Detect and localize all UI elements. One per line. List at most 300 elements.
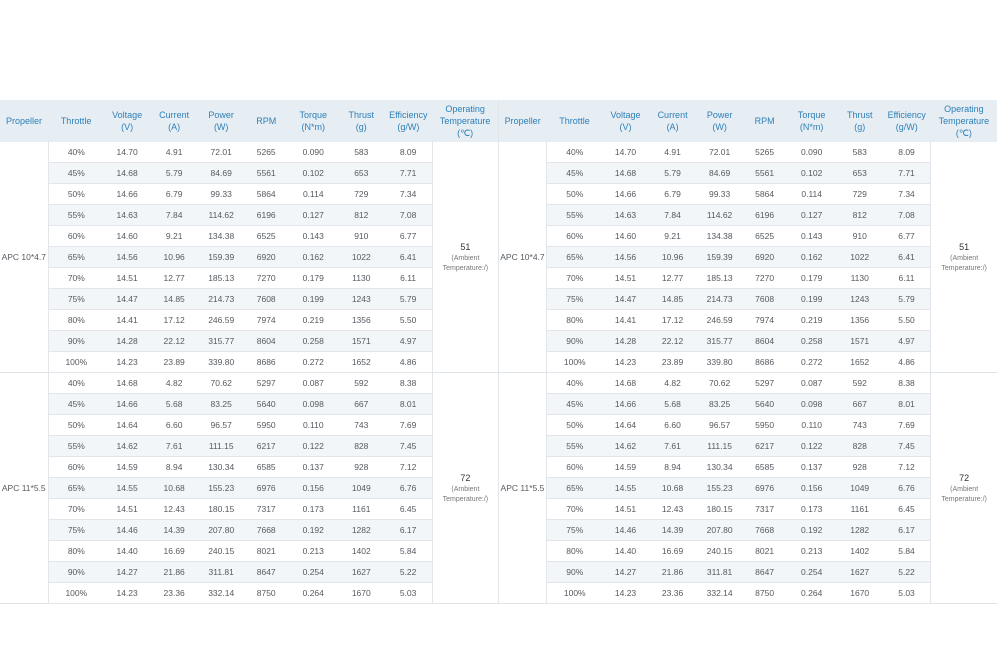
header-rpm-line: RPM	[256, 116, 277, 126]
efficiency-cell: 5.79	[384, 289, 432, 310]
header-torque-line: Torque	[299, 110, 328, 120]
header-torque-line: (N*m)	[799, 122, 824, 132]
current-cell: 5.79	[649, 163, 697, 184]
torque-cell: 0.264	[787, 583, 837, 604]
header-voltage	[603, 100, 649, 142]
throttle-cell: 65%	[48, 478, 104, 499]
efficiency-cell: 8.01	[883, 394, 931, 415]
current-cell: 16.69	[150, 541, 198, 562]
voltage-cell: 14.51	[104, 268, 150, 289]
torque-cell: 0.127	[787, 205, 837, 226]
temperature-value: 72	[959, 472, 970, 483]
power-cell: 185.13	[198, 268, 244, 289]
efficiency-cell: 8.38	[384, 373, 432, 394]
efficiency-cell: 7.45	[883, 436, 931, 457]
current-cell: 23.89	[649, 352, 697, 373]
voltage-cell: 14.23	[104, 583, 150, 604]
header-voltage-line: Voltage	[112, 110, 143, 120]
power-cell: 214.73	[198, 289, 244, 310]
table-row	[0, 142, 997, 163]
header-thrust-line: (g)	[854, 122, 866, 132]
throttle-cell: 70%	[546, 268, 602, 289]
efficiency-cell: 8.09	[384, 142, 432, 163]
current-cell: 5.79	[150, 163, 198, 184]
efficiency-cell: 6.45	[384, 499, 432, 520]
thrust-cell: 1049	[837, 478, 883, 499]
header-throttle	[48, 100, 104, 142]
rpm-cell: 5561	[244, 163, 288, 184]
efficiency-cell: 6.11	[384, 268, 432, 289]
efficiency-cell: 7.45	[384, 436, 432, 457]
throttle-cell: 70%	[48, 268, 104, 289]
throttle-cell: 80%	[546, 310, 602, 331]
rpm-cell: 5561	[743, 163, 787, 184]
efficiency-cell: 4.97	[883, 331, 931, 352]
efficiency-cell: 7.12	[883, 457, 931, 478]
thrust-cell: 1130	[837, 268, 883, 289]
torque-cell: 0.098	[288, 394, 338, 415]
rpm-cell: 5864	[743, 184, 787, 205]
header-voltage-line: (V)	[619, 122, 632, 132]
voltage-cell: 14.55	[104, 478, 150, 499]
throttle-cell: 60%	[546, 226, 602, 247]
thrust-cell: 1652	[837, 352, 883, 373]
thrust-cell: 1161	[837, 499, 883, 520]
power-cell: 70.62	[697, 373, 743, 394]
voltage-cell: 14.68	[603, 373, 649, 394]
current-cell: 9.21	[150, 226, 198, 247]
rpm-cell: 5950	[743, 415, 787, 436]
torque-cell: 0.110	[787, 415, 837, 436]
power-cell: 180.15	[697, 499, 743, 520]
efficiency-cell: 7.34	[883, 184, 931, 205]
voltage-cell: 14.60	[104, 226, 150, 247]
torque-cell: 0.137	[787, 457, 837, 478]
header-throttle	[546, 100, 602, 142]
throttle-cell: 55%	[48, 436, 104, 457]
efficiency-cell: 5.50	[384, 310, 432, 331]
torque-cell: 0.162	[787, 247, 837, 268]
current-cell: 23.36	[150, 583, 198, 604]
efficiency-cell: 5.84	[883, 541, 931, 562]
current-cell: 14.85	[649, 289, 697, 310]
torque-cell: 0.258	[787, 331, 837, 352]
rpm-cell: 6525	[743, 226, 787, 247]
power-cell: 84.69	[697, 163, 743, 184]
rpm-cell: 7317	[743, 499, 787, 520]
current-cell: 6.79	[649, 184, 697, 205]
rpm-cell: 7668	[743, 520, 787, 541]
thrust-cell: 653	[837, 163, 883, 184]
power-cell: 159.39	[697, 247, 743, 268]
thrust-cell: 1130	[338, 268, 384, 289]
throttle-cell: 45%	[546, 394, 602, 415]
power-cell: 246.59	[198, 310, 244, 331]
header-throttle-line: Throttle	[60, 116, 92, 126]
torque-cell: 0.122	[787, 436, 837, 457]
torque-cell: 0.199	[787, 289, 837, 310]
header-throttle-line: Throttle	[559, 116, 590, 126]
efficiency-cell: 5.03	[384, 583, 432, 604]
propeller-cell: APC 11*5.5	[0, 373, 48, 604]
voltage-cell: 14.56	[603, 247, 649, 268]
header-power-line: Power	[208, 110, 234, 120]
voltage-cell: 14.23	[603, 352, 649, 373]
torque-cell: 0.090	[787, 142, 837, 163]
efficiency-cell: 5.03	[883, 583, 931, 604]
header-temperature-line: Temperature	[938, 116, 990, 126]
voltage-cell: 14.41	[603, 310, 649, 331]
power-cell: 99.33	[198, 184, 244, 205]
header-efficiency	[384, 100, 432, 142]
header-current-line: (A)	[168, 122, 181, 132]
current-cell: 7.84	[649, 205, 697, 226]
voltage-cell: 14.46	[104, 520, 150, 541]
throttle-cell: 60%	[48, 226, 104, 247]
current-cell: 8.94	[649, 457, 697, 478]
header-efficiency-line: Efficiency	[389, 110, 428, 120]
operating-temperature-cell	[432, 373, 498, 604]
power-cell: 72.01	[697, 142, 743, 163]
thrust-cell: 1049	[338, 478, 384, 499]
ambient-temperature-note: (Ambient Temperature:/)	[442, 485, 489, 503]
voltage-cell: 14.41	[104, 310, 150, 331]
header-temperature	[931, 100, 997, 142]
torque-cell: 0.199	[288, 289, 338, 310]
header-voltage	[104, 100, 150, 142]
rpm-cell: 7608	[743, 289, 787, 310]
rpm-cell: 6196	[244, 205, 288, 226]
voltage-cell: 14.63	[603, 205, 649, 226]
current-cell: 12.77	[150, 268, 198, 289]
rpm-cell: 5297	[244, 373, 288, 394]
torque-cell: 0.127	[288, 205, 338, 226]
thrust-cell: 910	[338, 226, 384, 247]
thrust-cell: 1402	[837, 541, 883, 562]
temperature-value: 72	[460, 472, 471, 483]
current-cell: 10.96	[150, 247, 198, 268]
current-cell: 9.21	[649, 226, 697, 247]
header-thrust-line: Thrust	[348, 110, 375, 120]
throttle-cell: 55%	[546, 436, 602, 457]
voltage-cell: 14.47	[104, 289, 150, 310]
rpm-cell: 8750	[244, 583, 288, 604]
ambient-temperature-note: (Ambient Temperature:/)	[941, 254, 987, 272]
thrust-cell: 1571	[837, 331, 883, 352]
temperature-value: 51	[959, 241, 970, 252]
voltage-cell: 14.23	[603, 583, 649, 604]
efficiency-cell: 5.79	[883, 289, 931, 310]
throttle-cell: 80%	[48, 541, 104, 562]
current-cell: 12.43	[150, 499, 198, 520]
voltage-cell: 14.68	[104, 163, 150, 184]
thrust-cell: 583	[338, 142, 384, 163]
efficiency-cell: 6.45	[883, 499, 931, 520]
efficiency-cell: 5.22	[384, 562, 432, 583]
header-torque	[288, 100, 338, 142]
efficiency-cell: 6.76	[883, 478, 931, 499]
current-cell: 7.61	[649, 436, 697, 457]
motor-test-data-table	[0, 100, 997, 604]
efficiency-cell: 7.08	[883, 205, 931, 226]
current-cell: 4.82	[649, 373, 697, 394]
thrust-cell: 1243	[338, 289, 384, 310]
voltage-cell: 14.68	[104, 373, 150, 394]
torque-cell: 0.272	[288, 352, 338, 373]
torque-cell: 0.179	[787, 268, 837, 289]
rpm-cell: 7974	[244, 310, 288, 331]
torque-cell: 0.098	[787, 394, 837, 415]
torque-cell: 0.087	[288, 373, 338, 394]
torque-cell: 0.110	[288, 415, 338, 436]
power-cell: 72.01	[198, 142, 244, 163]
rpm-cell: 5265	[244, 142, 288, 163]
thrust-cell: 828	[338, 436, 384, 457]
header-thrust	[338, 100, 384, 142]
power-cell: 332.14	[198, 583, 244, 604]
table-body	[0, 142, 997, 604]
throttle-cell: 100%	[546, 352, 602, 373]
ambient-temperature-note: (Ambient Temperature:/)	[442, 254, 489, 272]
throttle-cell: 50%	[48, 415, 104, 436]
power-cell: 339.80	[198, 352, 244, 373]
efficiency-cell: 7.12	[384, 457, 432, 478]
current-cell: 22.12	[649, 331, 697, 352]
thrust-cell: 1161	[338, 499, 384, 520]
header-torque-line: (N*m)	[301, 122, 325, 132]
motor-test-data-table-container	[0, 100, 1000, 604]
voltage-cell: 14.27	[104, 562, 150, 583]
thrust-cell: 928	[837, 457, 883, 478]
voltage-cell: 14.70	[104, 142, 150, 163]
header-propeller-line: Propeller	[6, 116, 43, 126]
power-cell: 83.25	[697, 394, 743, 415]
efficiency-cell: 6.11	[883, 268, 931, 289]
throttle-cell: 100%	[48, 352, 104, 373]
torque-cell: 0.156	[787, 478, 837, 499]
rpm-cell: 6585	[244, 457, 288, 478]
rpm-cell: 8750	[743, 583, 787, 604]
temperature-value: 51	[460, 241, 471, 252]
current-cell: 12.77	[649, 268, 697, 289]
propeller-cell: APC 11*5.5	[498, 373, 546, 604]
efficiency-cell: 7.71	[384, 163, 432, 184]
power-cell: 83.25	[198, 394, 244, 415]
rpm-cell: 8604	[244, 331, 288, 352]
rpm-cell: 8604	[743, 331, 787, 352]
thrust-cell: 1627	[338, 562, 384, 583]
voltage-cell: 14.63	[104, 205, 150, 226]
voltage-cell: 14.51	[603, 268, 649, 289]
current-cell: 10.68	[649, 478, 697, 499]
header-temperature	[432, 100, 498, 142]
propeller-cell: APC 10*4.7	[498, 142, 546, 373]
current-cell: 14.39	[150, 520, 198, 541]
table-row	[0, 373, 997, 394]
efficiency-cell: 4.86	[384, 352, 432, 373]
thrust-cell: 583	[837, 142, 883, 163]
throttle-cell: 75%	[48, 520, 104, 541]
throttle-cell: 50%	[546, 415, 602, 436]
throttle-cell: 40%	[546, 142, 602, 163]
rpm-cell: 7608	[244, 289, 288, 310]
voltage-cell: 14.68	[603, 163, 649, 184]
torque-cell: 0.173	[288, 499, 338, 520]
power-cell: 134.38	[198, 226, 244, 247]
throttle-cell: 55%	[546, 205, 602, 226]
thrust-cell: 667	[837, 394, 883, 415]
thrust-cell: 1627	[837, 562, 883, 583]
current-cell: 14.39	[649, 520, 697, 541]
throttle-cell: 50%	[48, 184, 104, 205]
header-temperature-line: Operating	[944, 104, 984, 114]
throttle-cell: 70%	[546, 499, 602, 520]
current-cell: 6.79	[150, 184, 198, 205]
current-cell: 17.12	[649, 310, 697, 331]
torque-cell: 0.162	[288, 247, 338, 268]
thrust-cell: 653	[338, 163, 384, 184]
rpm-cell: 8647	[743, 562, 787, 583]
current-cell: 10.68	[150, 478, 198, 499]
voltage-cell: 14.28	[104, 331, 150, 352]
current-cell: 16.69	[649, 541, 697, 562]
throttle-cell: 45%	[48, 394, 104, 415]
throttle-cell: 45%	[48, 163, 104, 184]
torque-cell: 0.122	[288, 436, 338, 457]
efficiency-cell: 6.41	[384, 247, 432, 268]
rpm-cell: 7270	[743, 268, 787, 289]
header-propeller	[0, 100, 48, 142]
power-cell: 155.23	[697, 478, 743, 499]
current-cell: 10.96	[649, 247, 697, 268]
header-voltage-line: (V)	[121, 122, 134, 132]
voltage-cell: 14.62	[603, 436, 649, 457]
efficiency-cell: 8.01	[384, 394, 432, 415]
throttle-cell: 60%	[48, 457, 104, 478]
torque-cell: 0.114	[288, 184, 338, 205]
rpm-cell: 6920	[743, 247, 787, 268]
thrust-cell: 743	[837, 415, 883, 436]
voltage-cell: 14.64	[104, 415, 150, 436]
power-cell: 207.80	[198, 520, 244, 541]
power-cell: 240.15	[697, 541, 743, 562]
thrust-cell: 1670	[338, 583, 384, 604]
header-temperature-line: Operating	[445, 104, 485, 114]
header-efficiency-line: (g/W)	[397, 122, 420, 132]
header-power	[198, 100, 244, 142]
throttle-cell: 80%	[48, 310, 104, 331]
power-cell: 84.69	[198, 163, 244, 184]
header-efficiency-line: Efficiency	[887, 110, 926, 120]
torque-cell: 0.156	[288, 478, 338, 499]
header-torque	[787, 100, 837, 142]
current-cell: 6.60	[649, 415, 697, 436]
operating-temperature-cell	[931, 373, 997, 604]
voltage-cell: 14.55	[603, 478, 649, 499]
torque-cell: 0.213	[288, 541, 338, 562]
rpm-cell: 8021	[244, 541, 288, 562]
rpm-cell: 8686	[743, 352, 787, 373]
thrust-cell: 812	[837, 205, 883, 226]
throttle-cell: 75%	[546, 289, 602, 310]
efficiency-cell: 7.69	[384, 415, 432, 436]
throttle-cell: 60%	[546, 457, 602, 478]
thrust-cell: 1652	[338, 352, 384, 373]
power-cell: 207.80	[697, 520, 743, 541]
efficiency-cell: 4.86	[883, 352, 931, 373]
thrust-cell: 1282	[837, 520, 883, 541]
voltage-cell: 14.66	[603, 394, 649, 415]
current-cell: 4.91	[649, 142, 697, 163]
torque-cell: 0.264	[288, 583, 338, 604]
throttle-cell: 75%	[48, 289, 104, 310]
torque-cell: 0.258	[288, 331, 338, 352]
torque-cell: 0.173	[787, 499, 837, 520]
voltage-cell: 14.66	[104, 394, 150, 415]
voltage-cell: 14.23	[104, 352, 150, 373]
current-cell: 5.68	[649, 394, 697, 415]
header-current	[649, 100, 697, 142]
rpm-cell: 7668	[244, 520, 288, 541]
torque-cell: 0.254	[288, 562, 338, 583]
torque-cell: 0.114	[787, 184, 837, 205]
throttle-cell: 40%	[546, 373, 602, 394]
power-cell: 70.62	[198, 373, 244, 394]
efficiency-cell: 7.34	[384, 184, 432, 205]
header-thrust-line: (g)	[355, 122, 367, 132]
efficiency-cell: 5.22	[883, 562, 931, 583]
throttle-cell: 90%	[546, 562, 602, 583]
power-cell: 311.81	[198, 562, 244, 583]
power-cell: 332.14	[697, 583, 743, 604]
table-header-row	[0, 100, 997, 142]
throttle-cell: 50%	[546, 184, 602, 205]
torque-cell: 0.090	[288, 142, 338, 163]
operating-temperature-cell	[432, 142, 498, 373]
power-cell: 155.23	[198, 478, 244, 499]
thrust-cell: 1670	[837, 583, 883, 604]
current-cell: 14.85	[150, 289, 198, 310]
power-cell: 114.62	[198, 205, 244, 226]
torque-cell: 0.219	[288, 310, 338, 331]
current-cell: 21.86	[649, 562, 697, 583]
thrust-cell: 1282	[338, 520, 384, 541]
rpm-cell: 5864	[244, 184, 288, 205]
header-efficiency	[883, 100, 931, 142]
rpm-cell: 6976	[244, 478, 288, 499]
thrust-cell: 1022	[338, 247, 384, 268]
thrust-cell: 812	[338, 205, 384, 226]
throttle-cell: 65%	[48, 247, 104, 268]
voltage-cell: 14.59	[104, 457, 150, 478]
header-propeller	[498, 100, 546, 142]
throttle-cell: 90%	[48, 562, 104, 583]
header-current	[150, 100, 198, 142]
voltage-cell: 14.46	[603, 520, 649, 541]
efficiency-cell: 6.76	[384, 478, 432, 499]
rpm-cell: 7974	[743, 310, 787, 331]
rpm-cell: 8647	[244, 562, 288, 583]
current-cell: 8.94	[150, 457, 198, 478]
header-temperature-line: (℃)	[955, 128, 972, 138]
efficiency-cell: 4.97	[384, 331, 432, 352]
torque-cell: 0.192	[288, 520, 338, 541]
header-current-line: (A)	[666, 122, 679, 132]
efficiency-cell: 6.41	[883, 247, 931, 268]
throttle-cell: 55%	[48, 205, 104, 226]
power-cell: 214.73	[697, 289, 743, 310]
power-cell: 315.77	[198, 331, 244, 352]
